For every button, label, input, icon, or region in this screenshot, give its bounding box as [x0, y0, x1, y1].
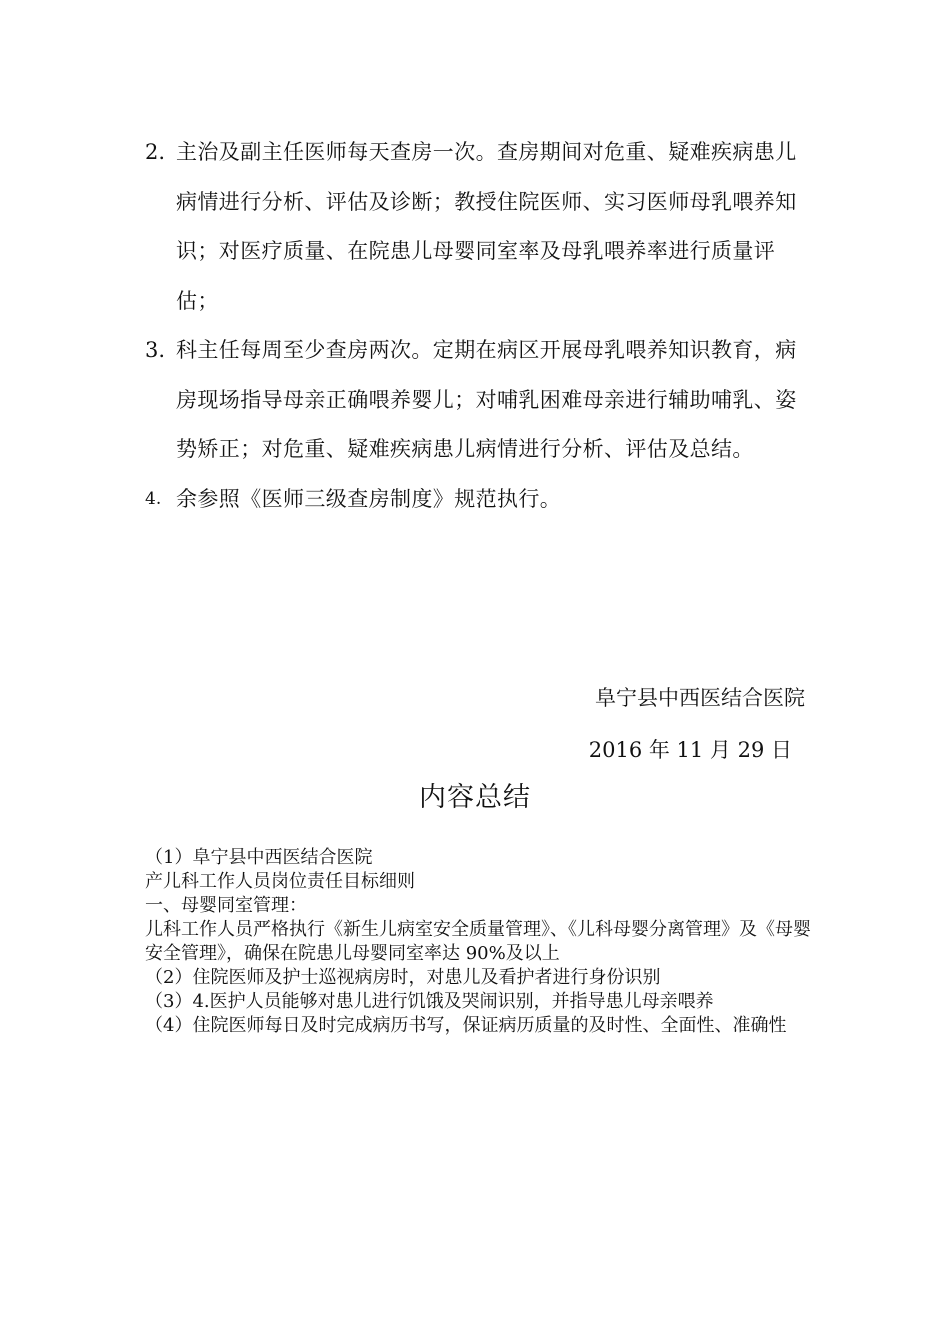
summary-title: 内容总结: [419, 782, 531, 813]
summary-line: （3）4.医护人员能够对患儿进行饥饿及哭闹识别，并指导患儿母亲喂养: [145, 991, 714, 1012]
signature-date: 2016 年 11 月 29 日: [588, 738, 792, 762]
summary-body: [145, 846, 815, 1038]
list-item: [145, 128, 815, 326]
list-item-number: 2.: [145, 140, 166, 164]
summary-line: 产儿科工作人员岗位责任目标细则: [145, 871, 415, 892]
summary-line: （1）阜宁县中西医结合医院: [145, 847, 373, 868]
list-item-text: 余参照《医师三级查房制度》规范执行。: [176, 486, 562, 511]
summary-line: 一、母婴同室管理：: [145, 895, 307, 916]
list-item: [145, 326, 815, 475]
list-item-number: 3.: [145, 338, 166, 362]
summary-line: （4）住院医师每日及时完成病历书写，保证病历质量的及时性、全面性、准确性: [145, 1015, 787, 1036]
list-item-text: 科主任每周至少查房两次。定期在病区开展母乳喂养知识教育，病房现场指导母亲正确喂养婴儿；对哺乳困难母亲进行辅助哺乳、姿势矫正；对危重、疑难疾病患儿病情进行分析、评估及总结。: [176, 338, 797, 461]
list-item-text: 主治及副主任医师每天查房一次。查房期间对危重、疑难疾病患儿病情进行分析、评估及诊断；教授住院医师、实习医师母乳喂养知识；对医疗质量、在院患儿母婴同室率及母乳喂养率进行质量评估；: [176, 140, 797, 313]
list-item: [145, 475, 815, 525]
ward-round-rules-list: [145, 128, 815, 524]
summary-line: 儿科工作人员严格执行《新生儿病室安全质量管理》、《儿科母婴分离管理》及《母婴安全管理》，确保在院患儿母婴同室率达 90%及以上: [145, 919, 811, 964]
list-item-number: 4.: [145, 488, 162, 509]
signature-organization: 阜宁县中西医结合医院: [595, 686, 805, 710]
summary-line: （2）住院医师及护士巡视病房时，对患儿及看护者进行身份识别: [145, 967, 661, 988]
